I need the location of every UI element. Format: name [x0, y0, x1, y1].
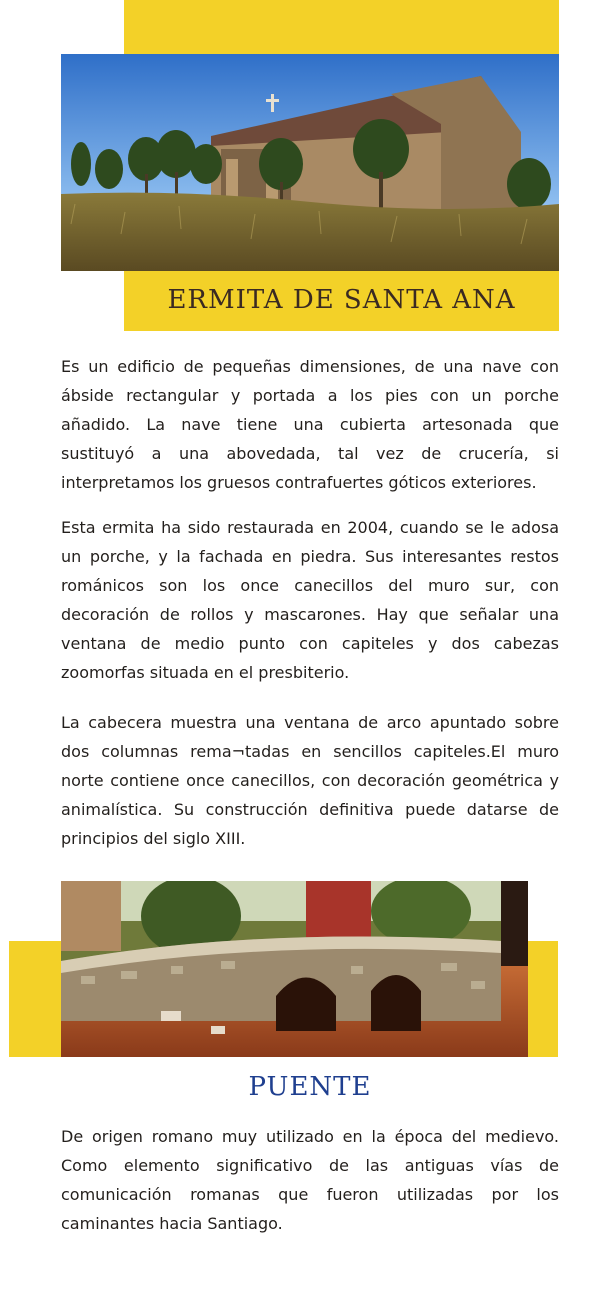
- top-yellow-band: [124, 0, 559, 54]
- section-title: PUENTE: [248, 1072, 372, 1102]
- puente-photo: [61, 881, 528, 1057]
- puente-illustration: [61, 881, 528, 1057]
- ermita-photo: [61, 54, 559, 271]
- section-title: ERMITA DE SANTA ANA: [167, 285, 516, 315]
- paragraph: De origen romano muy utilizado en la época del medievo. Como elemento significativo de las antiguas vías de comunicación romanas que fueron utilizadas por los caminantes hacia Santiago.: [61, 1127, 559, 1233]
- paragraph: Es un edificio de pequeñas dimensiones, de una nave con ábside rectangular y portada a los pies con un porche añadido. La nave tiene una cubierta artesonada que sustituyó a una abovedada, tal vez de crucería, si interpretamos los gruesos contrafuertes góticos exteriores.: [61, 357, 559, 492]
- ermita-illustration: [61, 54, 559, 271]
- paragraph: Esta ermita ha sido restaurada en 2004, cuando se le adosa un porche, y la fachada en piedra. Sus interesantes restos románicos son los once canecillos del muro sur, con decoración de rollos y mascarones. Hay que señalar una ventana de medio punto con capiteles y dos cabezas zoomorfas situada en el presbiterio.: [61, 518, 559, 682]
- paragraph: La cabecera muestra una ventana de arco apuntado sobre dos columnas rema¬tadas en sencillos capiteles.El muro norte contiene once canecillos, con decoración geométrica y animalística. Su construcción definitiva puede datarse de principios del siglo XIII.: [61, 713, 559, 848]
